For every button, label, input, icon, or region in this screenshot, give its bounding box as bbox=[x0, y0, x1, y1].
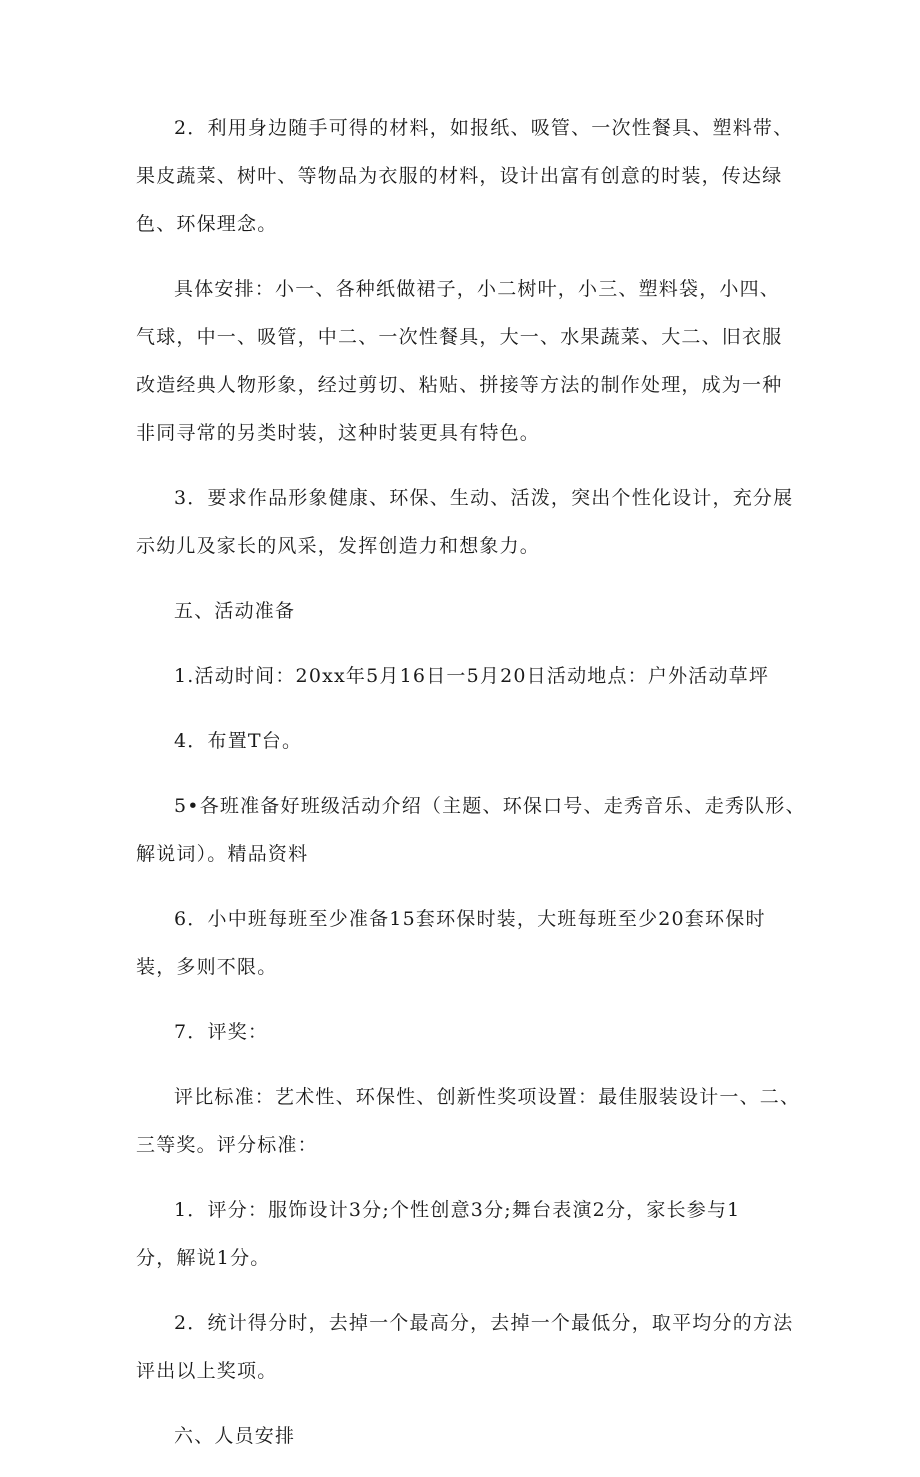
text-line: 改造经典人物形象，经过剪切、粘贴、拼接等方法的制作处理，成为一种 bbox=[136, 374, 783, 396]
text-line: 3．要求作品形象健康、环保、生动、活泼，突出个性化设计，充分展 bbox=[174, 487, 794, 509]
text-line: 2．统计得分时，去掉一个最高分，去掉一个最低分，取平均分的方法 bbox=[174, 1312, 794, 1334]
text-line: 评比标准：艺术性、环保性、创新性奖项设置：最佳服装设计一、二、 bbox=[174, 1086, 801, 1108]
text-line: 五、活动准备 bbox=[174, 600, 296, 622]
text-line: 三等奖。评分标准： bbox=[136, 1134, 318, 1156]
section-heading-preparation bbox=[136, 587, 796, 635]
text-line: 1．评分：服饰设计3分;个性创意3分;舞台表演2分，家长参与1 bbox=[174, 1199, 741, 1221]
text-line: 非同寻常的另类时装，这种时装更具有特色。 bbox=[136, 422, 541, 444]
paragraph-requirements bbox=[136, 474, 796, 570]
text-line: 2．利用身边随手可得的材料，如报纸、吸管、一次性餐具、塑料带、 bbox=[174, 117, 794, 139]
text-line: 4．布置T台。 bbox=[174, 730, 303, 752]
paragraph-criteria bbox=[136, 1073, 801, 1169]
paragraph-costume-count bbox=[136, 895, 796, 991]
text-line: 色、环保理念。 bbox=[136, 213, 278, 235]
paragraph-stage bbox=[136, 717, 796, 765]
text-line: 具体安排：小一、各种纸做裙子，小二树叶，小三、塑料袋，小四、 bbox=[174, 278, 781, 300]
paragraph-awards bbox=[136, 1008, 796, 1056]
paragraph-class-intro bbox=[136, 782, 806, 878]
text-line: 果皮蔬菜、树叶、等物品为衣服的材料，设计出富有创意的时装，传达绿 bbox=[136, 165, 783, 187]
section-heading-staffing bbox=[136, 1412, 796, 1460]
text-line: 6．小中班每班至少准备15套环保时装，大班每班至少20套环保时 bbox=[174, 908, 766, 930]
paragraph-arrangement bbox=[136, 265, 796, 457]
paragraph-time-location bbox=[136, 652, 796, 700]
text-line: 解说词）。精品资料 bbox=[136, 843, 309, 865]
paragraph-materials bbox=[136, 104, 796, 248]
text-line: 示幼儿及家长的风采，发挥创造力和想象力。 bbox=[136, 535, 541, 557]
text-line: 1.活动时间：20xx年5月16日一5月20日活动地点：户外活动草坪 bbox=[174, 665, 770, 687]
text-line: 评出以上奖项。 bbox=[136, 1360, 278, 1382]
text-line: 气球，中一、吸管，中二、一次性餐具，大一、水果蔬菜、大二、旧衣服 bbox=[136, 326, 783, 348]
paragraph-statistics bbox=[136, 1299, 796, 1395]
text-line: 分，解说1分。 bbox=[136, 1247, 271, 1269]
text-line: 7．评奖： bbox=[174, 1021, 269, 1043]
paragraph-scoring bbox=[136, 1186, 796, 1282]
text-line: 装，多则不限。 bbox=[136, 956, 278, 978]
document-page bbox=[136, 104, 806, 1477]
text-line: 六、人员安排 bbox=[174, 1425, 296, 1447]
text-line: 5•各班准备好班级活动介绍（主题、环保口号、走秀音乐、走秀队形、 bbox=[174, 795, 806, 817]
